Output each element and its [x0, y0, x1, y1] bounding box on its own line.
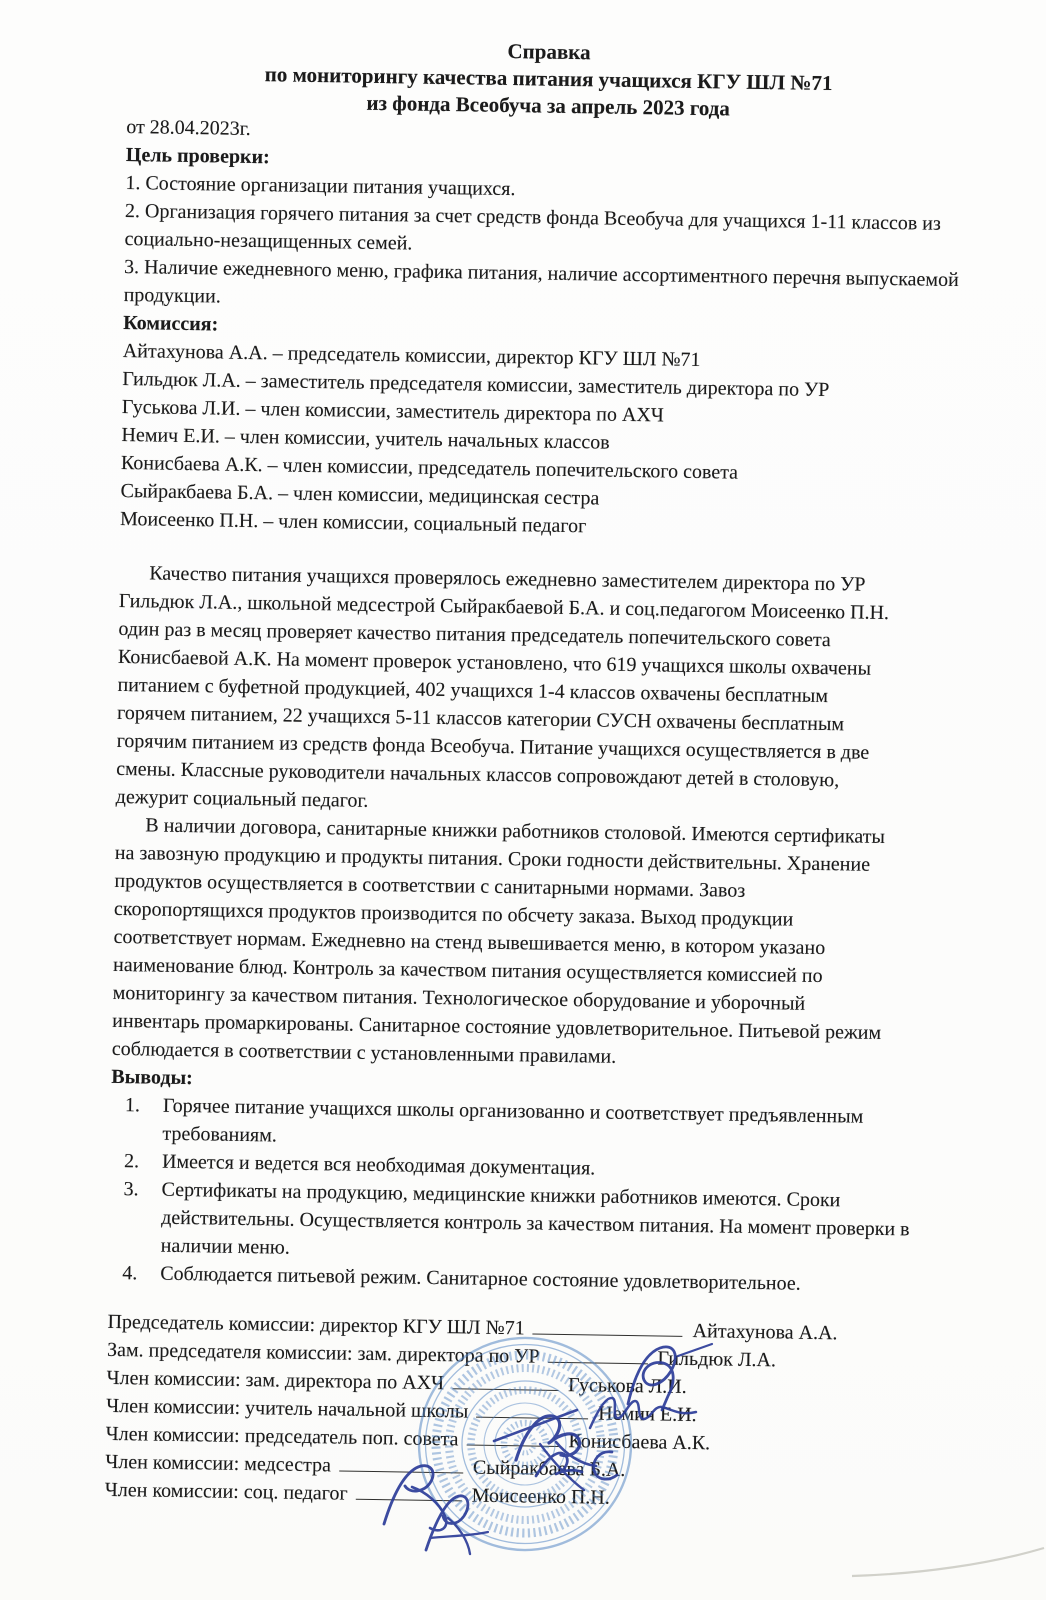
conclusions-heading: Выводы:	[111, 1065, 193, 1090]
conclusion-text: Сертификаты на продукцию, медицинские книжки работников имеются. Сроки действительны. Осуществляется контроль за качеством питания. На момент проверки в наличии меню.	[160, 1178, 910, 1259]
signature-label: Председатель комиссии: директор КГУ ШЛ №71	[107, 1310, 525, 1340]
conclusion-number: 4.	[122, 1262, 138, 1285]
document-title	[127, 32, 971, 126]
signature-label: Зам. председателя комиссии: зам. директора по УР	[106, 1338, 540, 1368]
conclusion-number: 3.	[123, 1178, 139, 1201]
conclusion-item	[109, 1175, 953, 1272]
signature-line	[356, 1499, 462, 1502]
commission-member: Конисбаева А.К. – член комиссии, председатель попечительского совета	[120, 451, 739, 484]
title-line-2: по мониторингу качества питания учащихся КГУ ШЛ №71	[264, 62, 833, 96]
signature-name: Гуськова Л.И.	[567, 1374, 687, 1398]
signature-block	[105, 1308, 951, 1517]
signature-line	[339, 1471, 463, 1474]
commission-member: Сыйракбаева Б.А. – член комиссии, медицинская сестра	[120, 479, 600, 510]
signature-line	[466, 1445, 558, 1447]
conclusion-number: 1.	[124, 1094, 141, 1117]
document-content	[0, 18, 1046, 1518]
signature-name: Сыйракбаева Б.А.	[472, 1456, 626, 1482]
commission-member: Гильдюк Л.А. – заместитель председателя комиссии, заместитель директора по УР	[122, 367, 830, 402]
purpose-heading: Цель проверки:	[125, 143, 270, 169]
commission-heading: Комиссия:	[123, 311, 219, 336]
purpose-item: 3. Наличие ежедневного меню, графика питания, наличие ассортиментного перечня выпускаемой продукции.	[123, 255, 959, 308]
signature-name: Айтахунова А.А.	[692, 1320, 838, 1345]
signature-name: Немич Е.И.	[598, 1402, 697, 1427]
signature-line	[533, 1334, 683, 1337]
signature-label: Член комиссии: медсестра	[105, 1450, 332, 1477]
signature-line	[452, 1388, 558, 1391]
title-line-1: Справка	[507, 38, 591, 65]
conclusion-number: 2.	[123, 1150, 140, 1173]
signature-name: Моисеенко П.Н.	[471, 1484, 610, 1509]
signature-line	[547, 1362, 647, 1365]
commission-member: Гуськова Л.И. – член комиссии, заместитель директора по АХЧ	[121, 395, 665, 427]
purpose-item: 1. Состояние организации питания учащихся.	[125, 171, 516, 201]
commission-member: Немич Е.И. – член комиссии, учитель начальных классов	[121, 423, 610, 454]
title-line-3: из фонда Всеобуча за апрель 2023 года	[366, 90, 731, 121]
page-edge-shadow	[852, 1548, 1044, 1576]
signature-line	[476, 1417, 588, 1420]
signature-name: Конисбаева А.К.	[568, 1430, 711, 1455]
body-paragraph: Качество питания учащихся проверялось ежедневно заместителем директора по УР Гильдюк Л.А., школьной медсестрой Сыйракбаевой Б.А. и соц.педагогом Моисеенко П.Н. один раз в месяц проверяет качество питания председатель попечительского совета Конисбаевой А.К. На момент проверок установлено, что 619 учащихся школы охвачены питанием с буфетной продукцией, 402 учащихся 1-4 классов охвачены бесплатным горячем питанием, 22 учащихся 5-11 классов категории СУСН охвачены бесплатным горячим питанием из средств фонда Всеобуча. Питание учащихся осуществляется в две смены. Классные руководители начальных классов сопровождают детей в столовую, дежурит социальный педагог.	[115, 562, 890, 812]
commission-member: Моисеенко П.Н. – член комиссии, социальный педагог	[119, 507, 587, 538]
date-line: от 28.04.2023г.	[126, 115, 251, 140]
conclusion-text: Соблюдается питьевой режим. Санитарное состояние удовлетворительное.	[160, 1262, 801, 1295]
signature-label: Член комиссии: председатель поп. совета	[105, 1422, 459, 1451]
signature-name: Гильдюк Л.А.	[657, 1347, 777, 1372]
purpose-item: 2. Организация горячего питания за счет средств фонда Всеобуча для учащихся 1-11 классов из социально-незащищенных семей.	[124, 199, 942, 255]
signature-label: Член комиссии: соц. педагог	[104, 1478, 348, 1505]
signature-label: Член комиссии: зам. директора по АХЧ	[106, 1366, 445, 1395]
conclusion-text: Горячее питание учащихся школы организованно и соответствует предъявленным требованиям.	[162, 1094, 864, 1147]
signature-label: Член комиссии: учитель начальной школы	[106, 1394, 469, 1423]
commission-member: Айтахунова А.А. – председатель комиссии, директор КГУ ШЛ №71	[122, 339, 701, 372]
body-paragraph: В наличии договора, санитарные книжки работников столовой. Имеются сертификаты на завозную продукцию и продукты питания. Сроки годности действительны. Хранение продуктов осуществляется в соответствии с санитарными нормами. Завоз скоропортящихся продуктов производится по обсчету заказа. Выход продукции соответствует нормам. Ежедневно на стенд вывешивается меню, в котором указано наименование блюд. Контроль за качеством питания осуществляется комиссией по мониторингу за качеством питания. Технологическое оборудование и уборочный инвентарь промаркированы. Санитарное состояние удовлетворительное. Питьевой режим соблюдается в соответствии с установленными правилами.	[111, 814, 886, 1068]
conclusion-text: Имеется и ведется вся необходимая документация.	[161, 1150, 596, 1180]
